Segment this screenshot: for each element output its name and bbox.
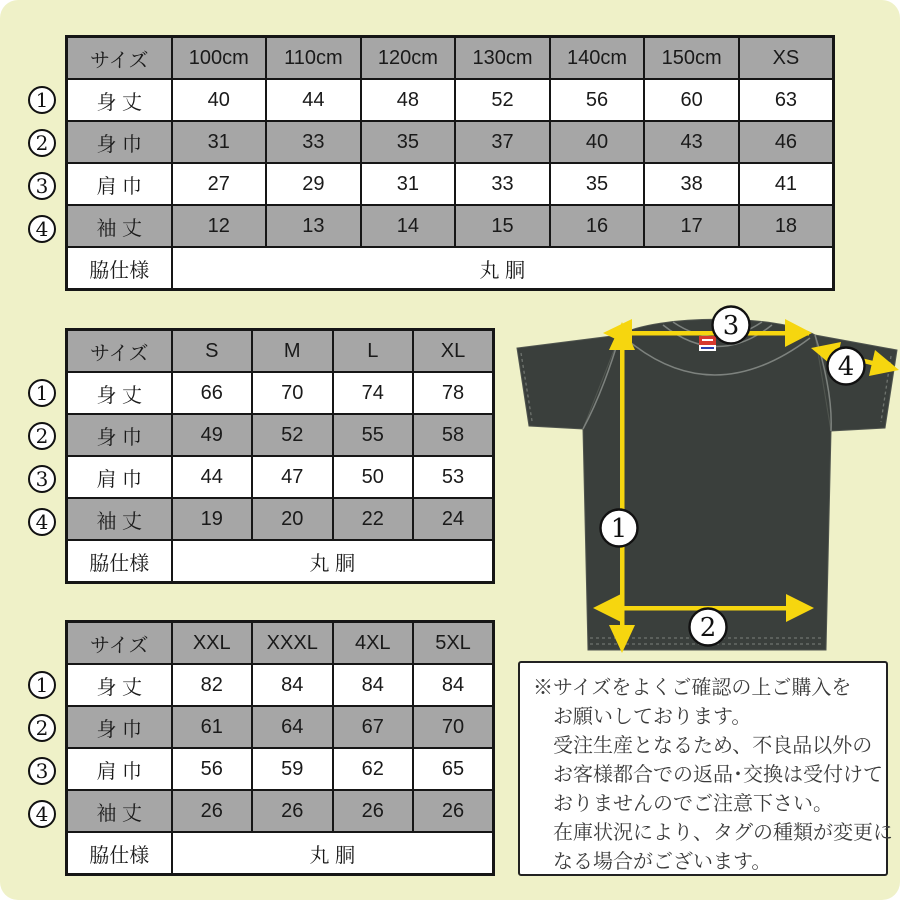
note-line: お願いしております。 [553,706,752,728]
size-cell: 37 [455,121,550,163]
size-cell: 59 [252,748,333,790]
row-marker-1: 1 [28,86,56,114]
size-cell: 67 [333,706,414,748]
table-footer-row [67,540,494,583]
size-header-cell: 4XL [333,622,414,665]
row-label: 袖 丈 [67,790,172,832]
size-header-cell: L [333,330,414,373]
table-row [67,414,494,456]
size-cell: 53 [413,456,494,498]
table-row [67,706,494,748]
row-label: 肩 巾 [67,748,172,790]
size-cell: 84 [252,664,333,706]
row-label: 身 巾 [67,121,172,163]
size-header-cell: XS [739,37,834,80]
size-cell: 46 [739,121,834,163]
size-cell: 26 [333,790,414,832]
note-line: おりませんのでご注意下さい。 [553,793,833,815]
row-label: 脇仕様 [67,247,172,290]
size-cell: 65 [413,748,494,790]
table-row [67,121,834,163]
table-row [67,498,494,540]
size-header-cell: XL [413,330,494,373]
size-cell: 20 [252,498,333,540]
size-cell: 26 [252,790,333,832]
row-label: 脇仕様 [67,832,172,875]
tshirt-diagram [505,300,900,660]
size-header-cell: サイズ [67,330,172,373]
purchase-note-box [518,661,893,876]
row-label: 袖 丈 [67,498,172,540]
purchase-note-text [533,674,893,877]
size-cell: 13 [266,205,361,247]
size-header-cell: 140cm [550,37,645,80]
row-marker-4: 4 [28,508,56,536]
marker-4-circle [828,348,865,385]
size-header-cell: 130cm [455,37,550,80]
size-cell: 56 [172,748,253,790]
size-cell: 40 [172,79,267,121]
size-cell: 26 [172,790,253,832]
collar-tag [699,336,716,351]
size-cell: 47 [252,456,333,498]
size-cell: 43 [644,121,739,163]
size-cell: 40 [550,121,645,163]
row-label: 袖 丈 [67,205,172,247]
marker-3-label: 3 [722,311,740,341]
note-line: 在庫状況により、タグの種類が変更に [553,822,893,844]
size-table-adult [65,328,495,584]
row-label: 肩 巾 [67,163,172,205]
size-cell: 22 [333,498,414,540]
table-row [67,790,494,832]
size-cell: 84 [413,664,494,706]
table-header-row [67,37,834,80]
size-header-cell: 100cm [172,37,267,80]
size-header-cell: 110cm [266,37,361,80]
size-cell: 26 [413,790,494,832]
row-marker-3: 3 [28,465,56,493]
side-spec-cell: 丸 胴 [172,247,834,290]
size-cell: 52 [252,414,333,456]
row-label: 肩 巾 [67,456,172,498]
size-cell: 70 [413,706,494,748]
size-table-large [65,620,495,876]
size-table-kids [65,35,835,291]
size-cell: 41 [739,163,834,205]
size-cell: 49 [172,414,253,456]
row-marker-2: 2 [28,714,56,742]
size-cell: 82 [172,664,253,706]
side-spec-cell: 丸 胴 [172,540,494,583]
size-cell: 44 [266,79,361,121]
size-cell: 18 [739,205,834,247]
size-header-cell: 5XL [413,622,494,665]
row-label: 脇仕様 [67,540,172,583]
size-cell: 16 [550,205,645,247]
row-marker-4: 4 [28,215,56,243]
size-cell: 84 [333,664,414,706]
table-header-row [67,622,494,665]
row-marker-4: 4 [28,800,56,828]
size-cell: 17 [644,205,739,247]
size-cell: 33 [455,163,550,205]
row-marker-3: 3 [28,757,56,785]
row-marker-2: 2 [28,422,56,450]
size-cell: 56 [550,79,645,121]
note-line: なる場合がございます。 [553,851,772,873]
row-marker-3: 3 [28,172,56,200]
row-label: 身 丈 [67,79,172,121]
table-footer-row [67,247,834,290]
size-cell: 38 [644,163,739,205]
size-header-cell: 120cm [361,37,456,80]
size-cell: 44 [172,456,253,498]
size-cell: 70 [252,372,333,414]
note-line: 受注生産となるため、不良品以外の [553,735,873,757]
marker-2-label: 2 [699,613,717,643]
size-cell: 55 [333,414,414,456]
size-cell: 12 [172,205,267,247]
table-row [67,456,494,498]
size-cell: 31 [361,163,456,205]
size-header-cell: M [252,330,333,373]
marker-2-circle [690,609,727,646]
size-cell: 24 [413,498,494,540]
size-header-cell: サイズ [67,622,172,665]
table-row [67,372,494,414]
note-line: ※サイズをよくご確認の上ご購入を [533,677,852,699]
row-label: 身 巾 [67,414,172,456]
size-cell: 78 [413,372,494,414]
size-cell: 64 [252,706,333,748]
size-cell: 60 [644,79,739,121]
size-header-cell: S [172,330,253,373]
size-cell: 61 [172,706,253,748]
size-cell: 66 [172,372,253,414]
marker-3-circle [713,307,750,344]
table-row [67,205,834,247]
size-cell: 52 [455,79,550,121]
size-cell: 33 [266,121,361,163]
size-header-cell: XXXL [252,622,333,665]
note-line: お客様都合での返品･交換は受付けて [553,764,883,786]
row-marker-1: 1 [28,379,56,407]
size-cell: 19 [172,498,253,540]
row-label: 身 丈 [67,372,172,414]
size-cell: 27 [172,163,267,205]
size-header-cell: XXL [172,622,253,665]
table-header-row [67,330,494,373]
table-row [67,664,494,706]
size-cell: 62 [333,748,414,790]
size-cell: 15 [455,205,550,247]
table-row [67,748,494,790]
size-cell: 50 [333,456,414,498]
table-row [67,79,834,121]
size-cell: 74 [333,372,414,414]
size-cell: 58 [413,414,494,456]
row-label: 身 丈 [67,664,172,706]
row-marker-2: 2 [28,129,56,157]
size-header-cell: サイズ [67,37,172,80]
table-footer-row [67,832,494,875]
size-cell: 31 [172,121,267,163]
size-cell: 35 [361,121,456,163]
size-cell: 35 [550,163,645,205]
side-spec-cell: 丸 胴 [172,832,494,875]
marker-4-label: 4 [837,352,855,382]
size-header-cell: 150cm [644,37,739,80]
size-cell: 63 [739,79,834,121]
row-label: 身 巾 [67,706,172,748]
row-marker-1: 1 [28,671,56,699]
marker-1-label: 1 [610,514,628,544]
size-cell: 48 [361,79,456,121]
size-cell: 14 [361,205,456,247]
table-row [67,163,834,205]
size-cell: 29 [266,163,361,205]
marker-1-circle [601,510,638,547]
